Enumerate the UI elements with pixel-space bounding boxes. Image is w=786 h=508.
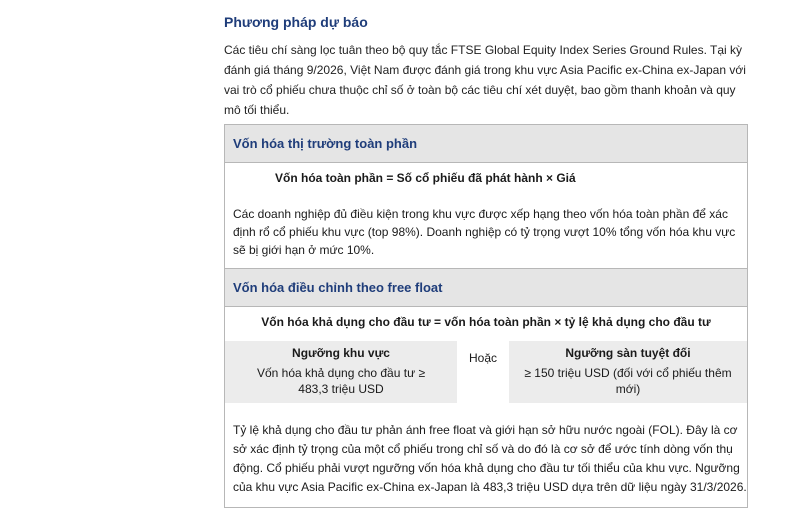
free-float-cap-formula: Vốn hóa khả dụng cho đầu tư = vốn hóa toàn phần × tỷ lệ khả dụng cho đầu tư <box>261 315 711 329</box>
free-float-cap-header <box>225 269 747 307</box>
regional-threshold-panel <box>225 341 457 403</box>
full-market-cap-header <box>225 125 747 163</box>
full-market-cap-box <box>224 124 748 270</box>
regional-threshold-title: Ngưỡng khu vực <box>292 346 390 360</box>
absolute-threshold-panel <box>509 341 747 403</box>
section-heading: Phương pháp dự báo <box>224 14 368 30</box>
free-float-cap-title: Vốn hóa điều chỉnh theo free float <box>233 280 443 295</box>
full-market-cap-title: Vốn hóa thị trường toàn phần <box>233 136 418 151</box>
regional-threshold-body: Vốn hóa khả dụng cho đầu tư ≥ 483,3 triệu USD <box>256 366 426 396</box>
full-market-cap-description: Các doanh nghiệp đủ điều kiện trong khu vực được xếp hạng theo vốn hóa toàn phần để xác định rổ cổ phiếu khu vực (top 98%). Doanh nghiệp có tỷ trọng vượt 10% tổng vốn hóa khu vực sẽ bị giới hạn ở mức 10%. <box>233 207 736 257</box>
free-float-cap-description: Tỷ lệ khả dụng cho đầu tư phản ánh free float và giới hạn sở hữu nước ngoài (FOL). Đây là cơ sở xác định tỷ trọng của một cổ phiếu trong chỉ số và do đó là cơ sở để ước tính dòng vốn thụ động. Cổ phiếu phải vượt ngưỡng vốn hóa khả dụng cho đầu tư tối thiểu của khu vực. Ngưỡng của khu vực Asia Pacific ex-China ex-Japan là 483,3 triệu USD dựa trên dữ liệu ngày 31/3/2026. <box>233 423 747 494</box>
absolute-threshold-body: ≥ 150 triệu USD (đối với cổ phiếu thêm mới) <box>524 366 732 396</box>
free-float-cap-box <box>224 268 748 508</box>
full-market-cap-formula: Vốn hóa toàn phần = Số cổ phiếu đã phát hành × Giá <box>275 171 576 185</box>
intro-paragraph: Các tiêu chí sàng lọc tuân theo bộ quy tắc FTSE Global Equity Index Series Ground Rules. Tại kỳ đánh giá tháng 9/2026, Việt Nam được đánh giá trong khu vực Asia Pacific ex-China ex-Japan với vai trò cổ phiếu chưa thuộc chỉ số ở toàn bộ các tiêu chí xét duyệt, bao gồm thanh khoản và quy mô tối thiểu. <box>224 43 746 117</box>
absolute-threshold-title: Ngưỡng sàn tuyệt đối <box>565 346 691 360</box>
or-label: Hoặc <box>468 351 497 365</box>
